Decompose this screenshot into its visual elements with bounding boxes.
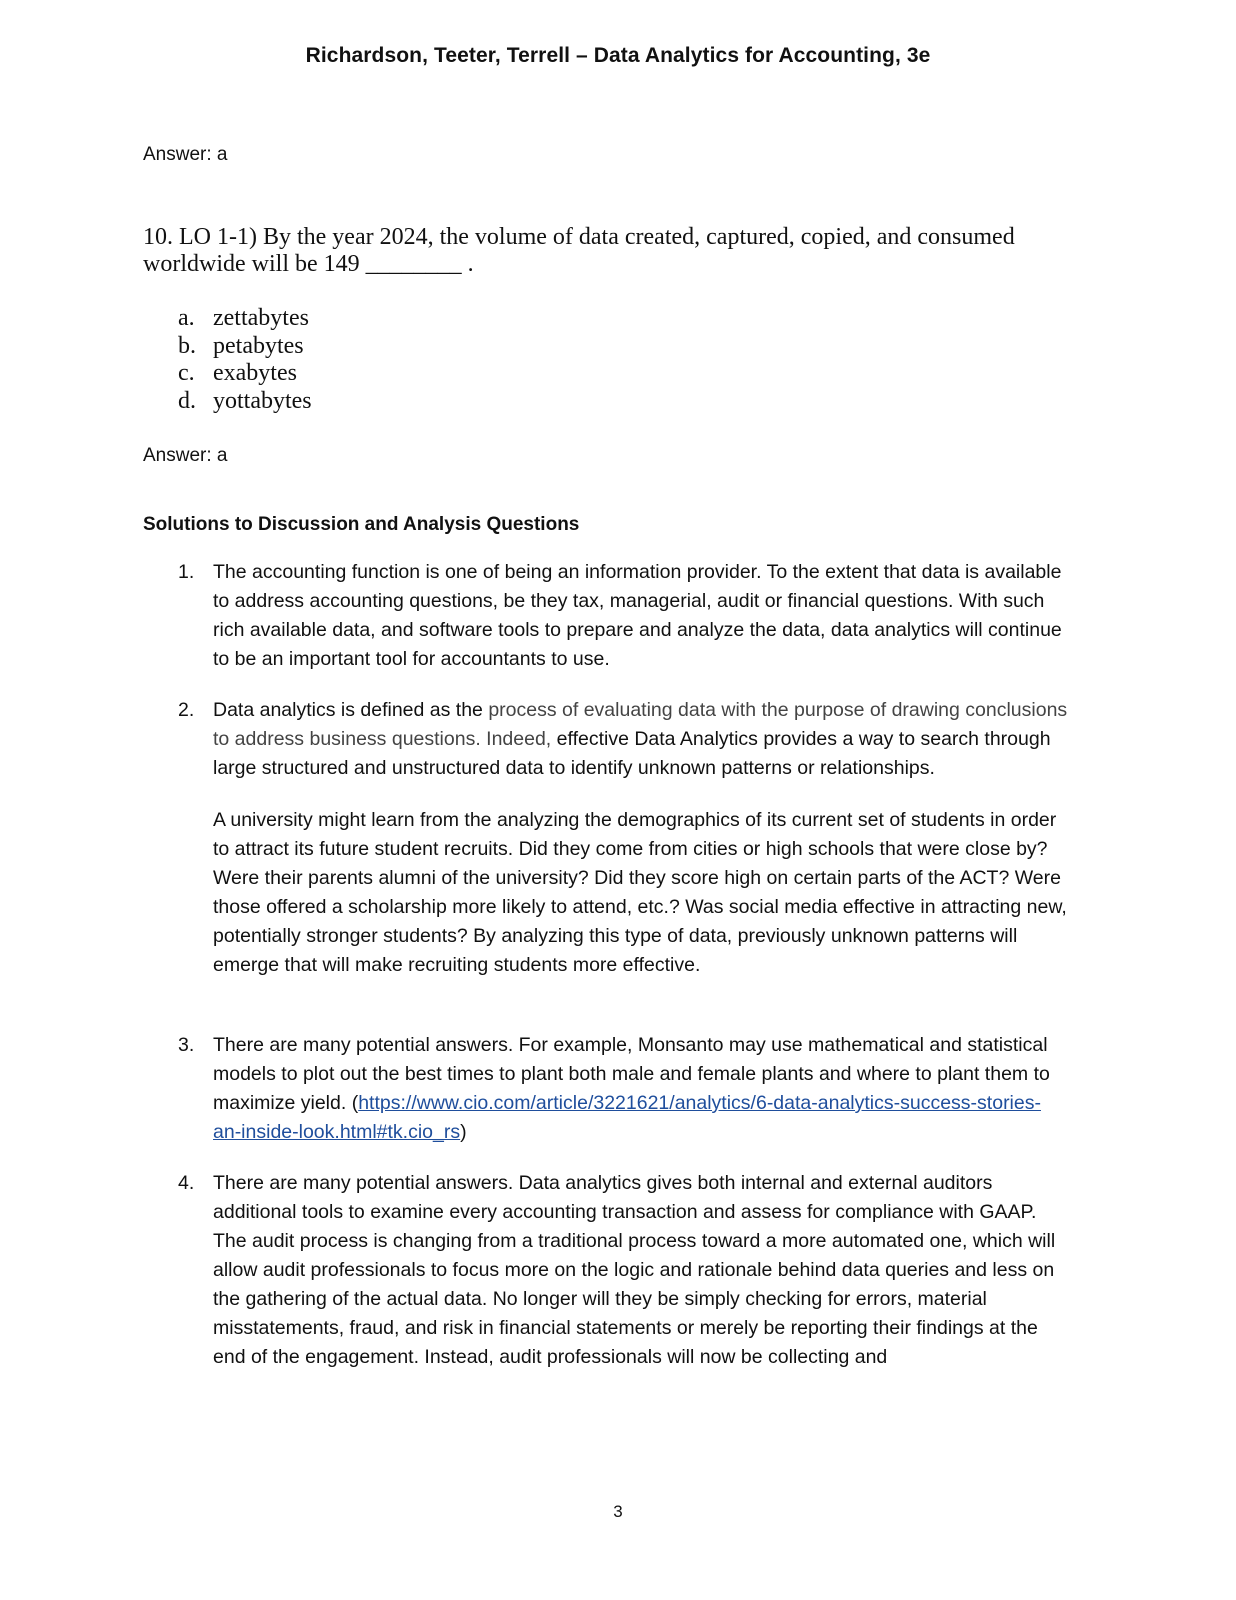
item-number: 4. <box>178 1172 195 1194</box>
item-number: 3. <box>178 1034 195 1056</box>
section-title: Solutions to Discussion and Analysis Questions <box>143 514 580 535</box>
solution-item-1 <box>178 558 1068 674</box>
solution-item-4 <box>178 1169 1068 1372</box>
item-text: There are many potential answers. For example, Monsanto may use mathematical and statistical models to plot out the best times to plant both male and female plants and where to plant them to maximize yield. (https://www.cio.com/article/3221621/analytics/6-data-analytics-success-stories-an-inside-look.html#tk.cio_rs) <box>213 1034 1050 1143</box>
item-number: 1. <box>178 561 195 583</box>
answer-label: Answer: a <box>143 445 228 466</box>
reference-link[interactable]: https://www.cio.com/article/3221621/analytics/6-data-analytics-success-stories-an-inside-look.html#tk.cio_rs <box>213 1092 1041 1143</box>
solution-item-2 <box>178 696 1068 980</box>
item-text: There are many potential answers. Data analytics gives both internal and external auditors additional tools to examine every accounting transaction and assess for compliance with GAAP. The audit process is changing from a traditional process toward a more automated one, which will allow audit professionals to focus more on the logic and rationale behind data queries and less on the gathering of the actual data. No longer will they be simply checking for errors, material misstatements, fraud, and risk in financial statements or merely be reporting their findings at the end of the engagement. Instead, audit professionals will now be collecting and <box>213 1172 1056 1368</box>
answer-options <box>178 305 312 415</box>
option-b: b. petabytes <box>178 332 304 359</box>
option-a: a. zettabytes <box>178 305 309 331</box>
item-text: A university might learn from the analyzing the demographics of its current set of students in order to attract its future student recruits. Did they come from cities or high schools that were close by? Were their parents alumni of the university? Did they score high on certain parts of the ACT? Were those offered a scholarship more likely to attend, etc.? Was social media effective in attracting new, potentially stronger students? By analyzing this type of data, previously unknown patterns will emerge that will make recruiting students more effective. <box>213 809 1067 976</box>
page-number: 3 <box>613 1502 623 1521</box>
item-text: The accounting function is one of being an information provider. To the extent that data is available to address accounting questions, be they tax, managerial, audit or financial questions. With such rich available data, and software tools to prepare and analyze the data, data analytics will continue to be an important tool for accountants to use. <box>213 561 1062 670</box>
question-10: 10. LO 1-1) By the year 2024, the volume of data created, captured, copied, and consumed worldwide will be 149 ________ . <box>143 224 1015 277</box>
page-header: Richardson, Teeter, Terrell – Data Analytics for Accounting, 3e <box>305 44 931 67</box>
item-text: Data analytics is defined as the process of evaluating data with the purpose of drawing conclusions to address business questions. Indeed, effective Data Analytics provides a way to search through large structured and unstructured data to identify unknown patterns or relationships. <box>213 699 1068 779</box>
answer-label: Answer: a <box>143 144 228 165</box>
solution-item-3 <box>178 1031 1068 1147</box>
option-d: d. yottabytes <box>178 387 312 414</box>
option-c: c. exabytes <box>178 360 297 386</box>
item-number: 2. <box>178 699 195 721</box>
